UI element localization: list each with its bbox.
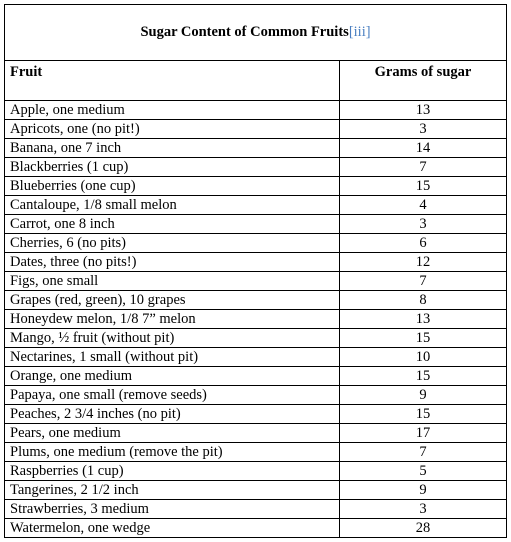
grams-cell: 10 — [340, 348, 507, 367]
grams-cell: 5 — [340, 462, 507, 481]
grams-cell: 12 — [340, 253, 507, 272]
grams-cell: 28 — [340, 519, 507, 538]
fruit-cell: Dates, three (no pits!) — [5, 253, 340, 272]
grams-cell: 15 — [340, 367, 507, 386]
grams-cell: 15 — [340, 329, 507, 348]
table-row — [5, 481, 507, 500]
table-row — [5, 424, 507, 443]
grams-cell: 3 — [340, 500, 507, 519]
table-row — [5, 443, 507, 462]
fruit-cell: Papaya, one small (remove seeds) — [5, 386, 340, 405]
header-fruit: Fruit — [5, 61, 340, 101]
table-row — [5, 519, 507, 538]
grams-cell: 15 — [340, 405, 507, 424]
grams-cell: 15 — [340, 177, 507, 196]
fruit-cell: Tangerines, 2 1/2 inch — [5, 481, 340, 500]
fruit-cell: Blackberries (1 cup) — [5, 158, 340, 177]
table-title-cell — [5, 5, 507, 61]
table-row — [5, 196, 507, 215]
grams-cell: 4 — [340, 196, 507, 215]
fruit-cell: Strawberries, 3 medium — [5, 500, 340, 519]
grams-cell: 7 — [340, 158, 507, 177]
grams-cell: 7 — [340, 272, 507, 291]
fruit-cell: Pears, one medium — [5, 424, 340, 443]
table-row — [5, 348, 507, 367]
grams-cell: 13 — [340, 310, 507, 329]
table-title: Sugar Content of Common Fruits — [140, 24, 349, 40]
fruit-cell: Cherries, 6 (no pits) — [5, 234, 340, 253]
fruit-cell: Blueberries (one cup) — [5, 177, 340, 196]
fruit-cell: Figs, one small — [5, 272, 340, 291]
grams-cell: 3 — [340, 215, 507, 234]
fruit-cell: Raspberries (1 cup) — [5, 462, 340, 481]
fruit-cell: Banana, one 7 inch — [5, 139, 340, 158]
grams-cell: 14 — [340, 139, 507, 158]
fruit-cell: Cantaloupe, 1/8 small melon — [5, 196, 340, 215]
grams-cell: 8 — [340, 291, 507, 310]
fruit-cell: Honeydew melon, 1/8 7” melon — [5, 310, 340, 329]
grams-cell: 6 — [340, 234, 507, 253]
fruit-cell: Apricots, one (no pit!) — [5, 120, 340, 139]
table-row — [5, 291, 507, 310]
grams-cell: 7 — [340, 443, 507, 462]
grams-cell: 13 — [340, 101, 507, 120]
sugar-content-table — [4, 4, 507, 538]
table-row — [5, 310, 507, 329]
table-row — [5, 215, 507, 234]
fruit-cell: Orange, one medium — [5, 367, 340, 386]
grams-cell: 9 — [340, 386, 507, 405]
table-body — [5, 5, 507, 538]
table-row — [5, 405, 507, 424]
table-row — [5, 386, 507, 405]
title-row — [5, 5, 507, 61]
fruit-cell: Apple, one medium — [5, 101, 340, 120]
table-row — [5, 462, 507, 481]
table-row — [5, 253, 507, 272]
table-row — [5, 139, 507, 158]
grams-cell: 3 — [340, 120, 507, 139]
table-row — [5, 272, 507, 291]
table-row — [5, 158, 507, 177]
grams-cell: 17 — [340, 424, 507, 443]
table-row — [5, 500, 507, 519]
fruit-cell: Grapes (red, green), 10 grapes — [5, 291, 340, 310]
table-row — [5, 177, 507, 196]
grams-cell: 9 — [340, 481, 507, 500]
fruit-cell: Mango, ½ fruit (without pit) — [5, 329, 340, 348]
fruit-cell: Peaches, 2 3/4 inches (no pit) — [5, 405, 340, 424]
table-row — [5, 329, 507, 348]
table-row — [5, 101, 507, 120]
header-grams-of-sugar: Grams of sugar — [340, 61, 507, 101]
fruit-cell: Carrot, one 8 inch — [5, 215, 340, 234]
table-row — [5, 367, 507, 386]
table-row — [5, 234, 507, 253]
fruit-cell: Plums, one medium (remove the pit) — [5, 443, 340, 462]
header-row — [5, 61, 507, 101]
fruit-cell: Nectarines, 1 small (without pit) — [5, 348, 340, 367]
fruit-cell: Watermelon, one wedge — [5, 519, 340, 538]
title-reference-link[interactable]: [iii] — [348, 24, 371, 40]
table-row — [5, 120, 507, 139]
